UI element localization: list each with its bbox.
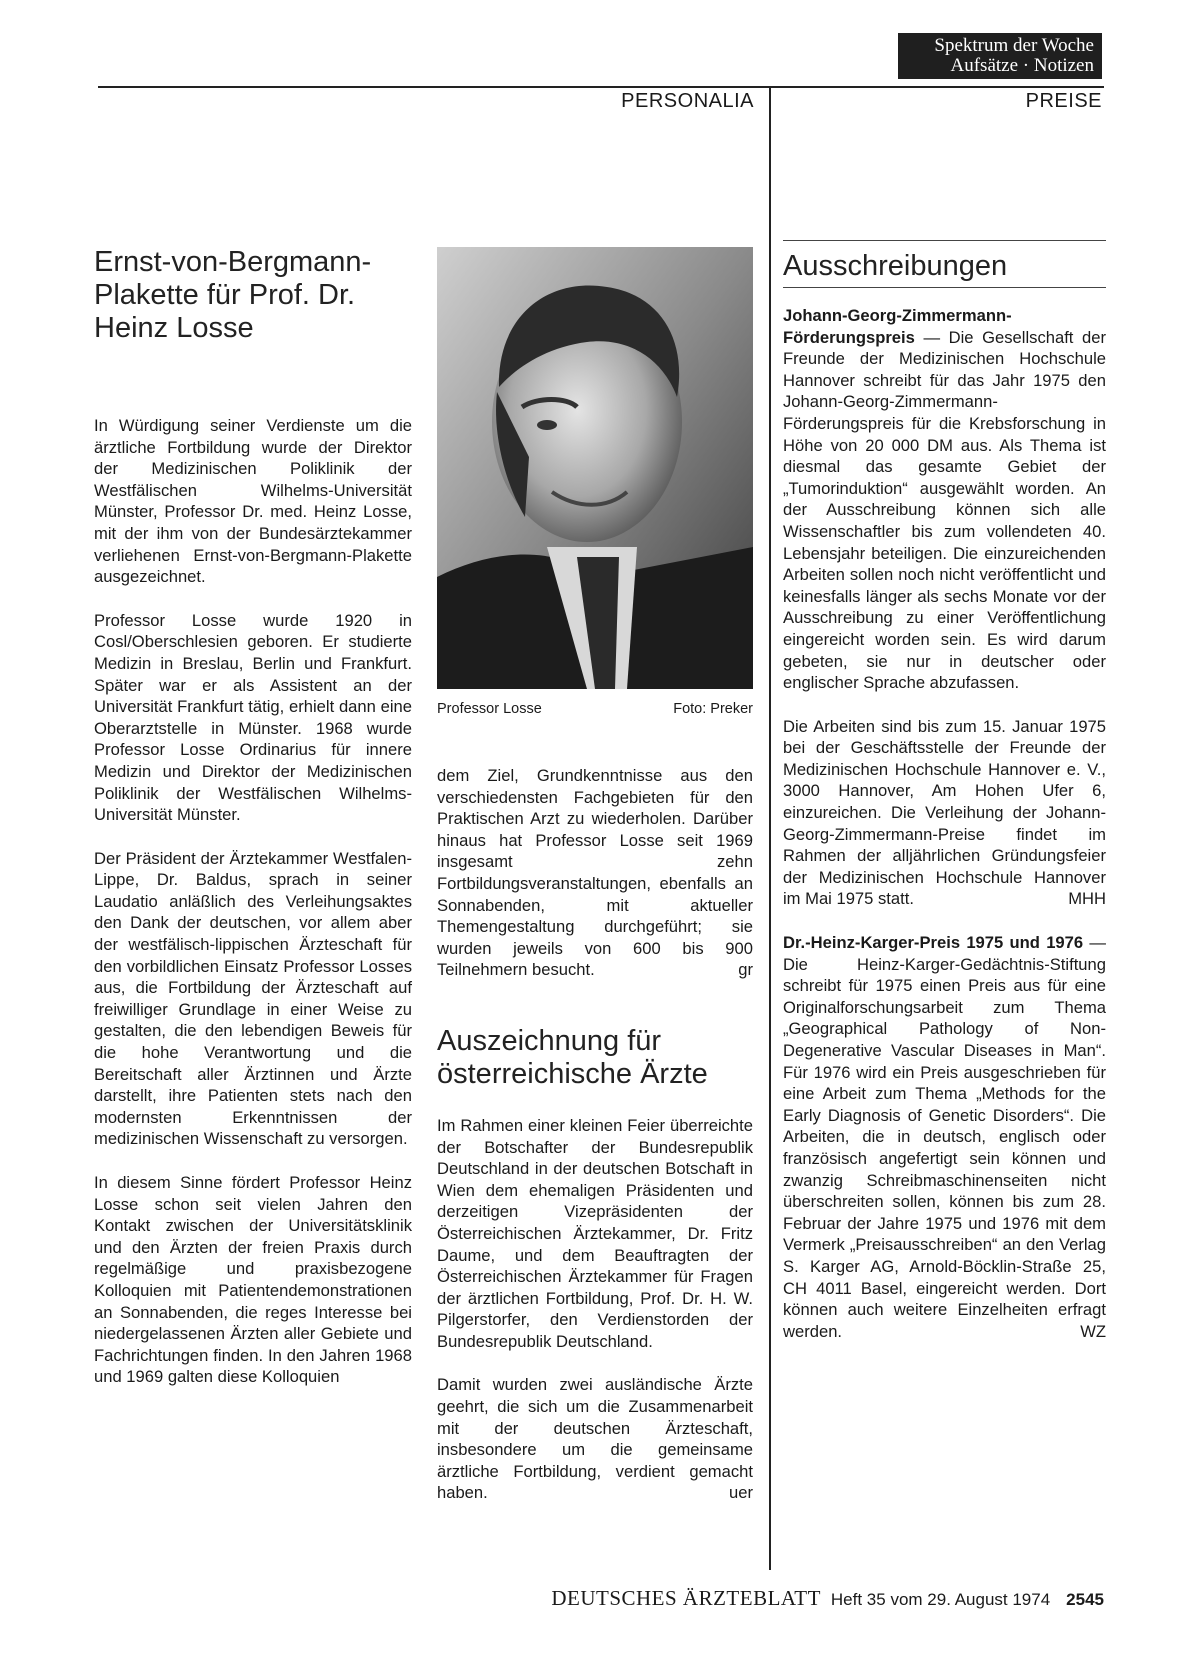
footer-page-number: 2545 bbox=[1066, 1590, 1104, 1609]
section-label-personalia: PERSONALIA bbox=[621, 90, 754, 112]
column-divider bbox=[769, 86, 771, 1570]
karger-lead: Dr.-Heinz-Karger-Preis 1975 und 1976 bbox=[783, 933, 1084, 953]
section-label-preise: PREISE bbox=[1025, 90, 1102, 112]
zimmermann-paragraph-1: Johann-Georg-Zimmermann-Förderungspreis — Die Gesellschaft der Freunde der Medizinischen Hochschule Hannover schreibt für das Jahr 1975 den Johann-Georg-Zimmermann-Förderungspreis für die Krebsforschung in Höhe von 20 000 DM aus. Als Thema ist diesmal das gesamte Gebiet der „Tumorinduktion“ ausgewählt worden. An der Ausschreibung können sich alle Wissenschaftler bis zum vollendeten 40. Lebensjahr beteiligen. Die einzureichenden Arbeiten sollen noch nicht veröffentlicht und keinesfalls länger als sechs Monate vor der Ausschreibung zu einer Veröffentlichung eingereicht worden sein. Es wird darum gebeten, sie nur in deutscher oder englischer Sprache abzufassen. bbox=[783, 306, 1106, 693]
badge-line-2: Aufsätze · Notizen bbox=[950, 55, 1094, 76]
badge-line-1: Spektrum der Woche bbox=[934, 35, 1094, 56]
article-austria-signature: uer bbox=[729, 1483, 753, 1503]
ausschreibungen-rule-bottom bbox=[783, 287, 1106, 288]
article-losse-column-1 bbox=[94, 246, 412, 1388]
section-badge bbox=[898, 33, 1102, 79]
ausschreibungen-title: Ausschreibungen bbox=[783, 250, 1008, 282]
caption-credit: Foto: Preker bbox=[673, 701, 753, 717]
article-austria-paragraph-1: Im Rahmen einer kleinen Feier überreichte der Botschafter der Bundesrepublik Deutschland in der deutschen Botschaft in Wien dem ehemaligen Präsidenten und derzeitigen Vizepräsidenten der Österreichischen Ärztekammer, Dr. Fritz Daume, und dem Beauftragten der Österreichischen Ärztekammer für Fragen der ärztlichen Fortbildung, Prof. Dr. H. W. Pilgerstorfer, den Verdienstorden der Bundesrepublik Deutschland. bbox=[437, 1115, 753, 1351]
article-losse-headline: Ernst-von-Bergmann-Plakette für Prof. Dr. Heinz Losse bbox=[94, 246, 372, 344]
photo-caption bbox=[437, 701, 753, 717]
article-losse-signature: gr bbox=[738, 960, 753, 980]
karger-paragraph: Dr.-Heinz-Karger-Preis 1975 und 1976 — Die Heinz-Karger-Gedächtnis-Stiftung schreibt für 1975 einen Preis aus für eine Originalforschungsarbeit zum Thema „Geographical Pathology of Non-Degenerative Vascular Diseases in Man“. Für 1976 wird ein Preis ausgeschrieben für eine Arbeit zum Thema „Methods for the Early Diagnosis of Genetic Disorders“. Die Arbeiten, die in deutsch, englisch oder französisch angefertigt sein können und zwanzig Schreibmaschinenseiten nicht überschreiten sollen, können bis zum 28. Februar der Jahre 1975 und 1976 mit dem Vermerk „Preisausschreiben“ an den Verlag S. Karger AG, Arnold-Böcklin-Straße 25, CH 4011 Basel, eingereicht werden. Dort können auch weitere Einzelheiten erfragt werden. WZ bbox=[783, 933, 1106, 1341]
column-3 bbox=[783, 242, 1106, 1342]
footer-issue: Heft 35 vom 29. August 1974 bbox=[830, 1590, 1051, 1609]
zimmermann-lead: Johann-Georg-Zimmermann-Förderungspreis bbox=[783, 306, 1012, 347]
portrait-image bbox=[437, 247, 753, 689]
article-losse-paragraph-4: In diesem Sinne fördert Professor Heinz Losse schon seit vielen Jahren den Kontakt zwischen der Universitätsklinik und den Ärzten der freien Praxis durch regelmäßige und praxisbezogene Kolloquien mit Patientendemonstrationen an Sonnabenden, die reges Interesse bei niedergelassenen Ärzten aller Gebiete und Fachrichtungen finden. In den Jahren 1968 und 1969 galten diese Kolloquien bbox=[94, 1173, 412, 1387]
portrait-photo bbox=[437, 247, 753, 689]
zimmermann-paragraph-2: Die Arbeiten sind bis zum 15. Januar 1975 bei der Geschäftsstelle der Freunde der Medizinischen Hochschule Hannover e. V., 3000 Hannover, Am Hohen Ufer 6, einzureichen. Die Verleihung der Johann-Georg-Zimmermann-Preise findet im Rahmen der alljährlichen Gründungsfeier der Medizinischen Hochschule Hannover im Mai 1975 statt. MHH bbox=[783, 716, 1106, 909]
caption-name: Professor Losse bbox=[437, 701, 542, 717]
footer-brand: DEUTSCHES ÄRZTEBLATT bbox=[551, 1586, 821, 1610]
page-footer bbox=[551, 1586, 1104, 1611]
column-2 bbox=[437, 765, 753, 1504]
article-losse-paragraph-5: dem Ziel, Grundkenntnisse aus den verschiedensten Fachgebieten für den Praktischen Arzt zu wiederholen. Darüber hinaus hat Professor Losse seit 1969 insgesamt zehn Fortbildungsveranstaltungen, ebenfalls an Sonnabenden, mit aktueller Themengestaltung durchgeführt; sie wurden jeweils von 600 bis 900 Teilnehmern besucht. gr bbox=[437, 766, 753, 980]
article-losse-paragraph-1: In Würdigung seiner Verdienste um die ärztliche Fortbildung wurde der Direktor der Medizinischen Poliklinik der Westfälischen Wilhelms-Universität Münster, Professor Dr. med. Heinz Losse, mit der ihm von der Bundesärztekammer verliehenen Ernst-von-Bergmann-Plakette ausgezeichnet. bbox=[94, 416, 412, 587]
article-austria-headline: Auszeichnung für österreichische Ärzte bbox=[437, 1024, 708, 1090]
article-losse-paragraph-2: Professor Losse wurde 1920 in Cosl/Oberschlesien geboren. Er studierte Medizin in Breslau, Berlin und Frankfurt. Später war er als Assistent an der Universität Frankfurt tätig, erhielt dann eine Oberarztstelle in Münster. 1968 wurde Professor Losse Ordinarius für innere Medizin und Direktor der Medizinischen Poliklinik der Westfälischen Wilhelms-Universität Münster. bbox=[94, 610, 412, 825]
article-losse-paragraph-3: Der Präsident der Ärztekammer Westfalen-Lippe, Dr. Baldus, sprach in seiner Laudatio anläßlich des Verleihungsaktes den Dank der deutschen, vor allem aber der westfälisch-lippischen Ärzteschaft für den vorbildlichen Einsatz Professor Losses aus, die Fortbildung der Ärzteschaft auf freiwilliger Grundlage in einer Weise zu gestalten, die den lebendigen Beweis für die hohe Verantwortung und die Bereitschaft aller Ärztinnen und Ärzte darstellt, ihre Patienten stets nach den modernsten Erkenntnissen der medizinischen Wissenschaft zu versorgen. bbox=[94, 848, 412, 1149]
header-rule bbox=[98, 86, 1104, 88]
ausschreibungen-rule-top bbox=[783, 240, 1106, 241]
article-austria-paragraph-2: Damit wurden zwei ausländische Ärzte geehrt, die sich um die Zusammenarbeit mit der deutschen Ärzteschaft, insbesondere um die gemeinsame ärztliche Fortbildung, verdient gemacht haben. uer bbox=[437, 1375, 753, 1503]
zimmermann-signature: MHH bbox=[1068, 889, 1106, 909]
karger-signature: WZ bbox=[1080, 1321, 1106, 1341]
